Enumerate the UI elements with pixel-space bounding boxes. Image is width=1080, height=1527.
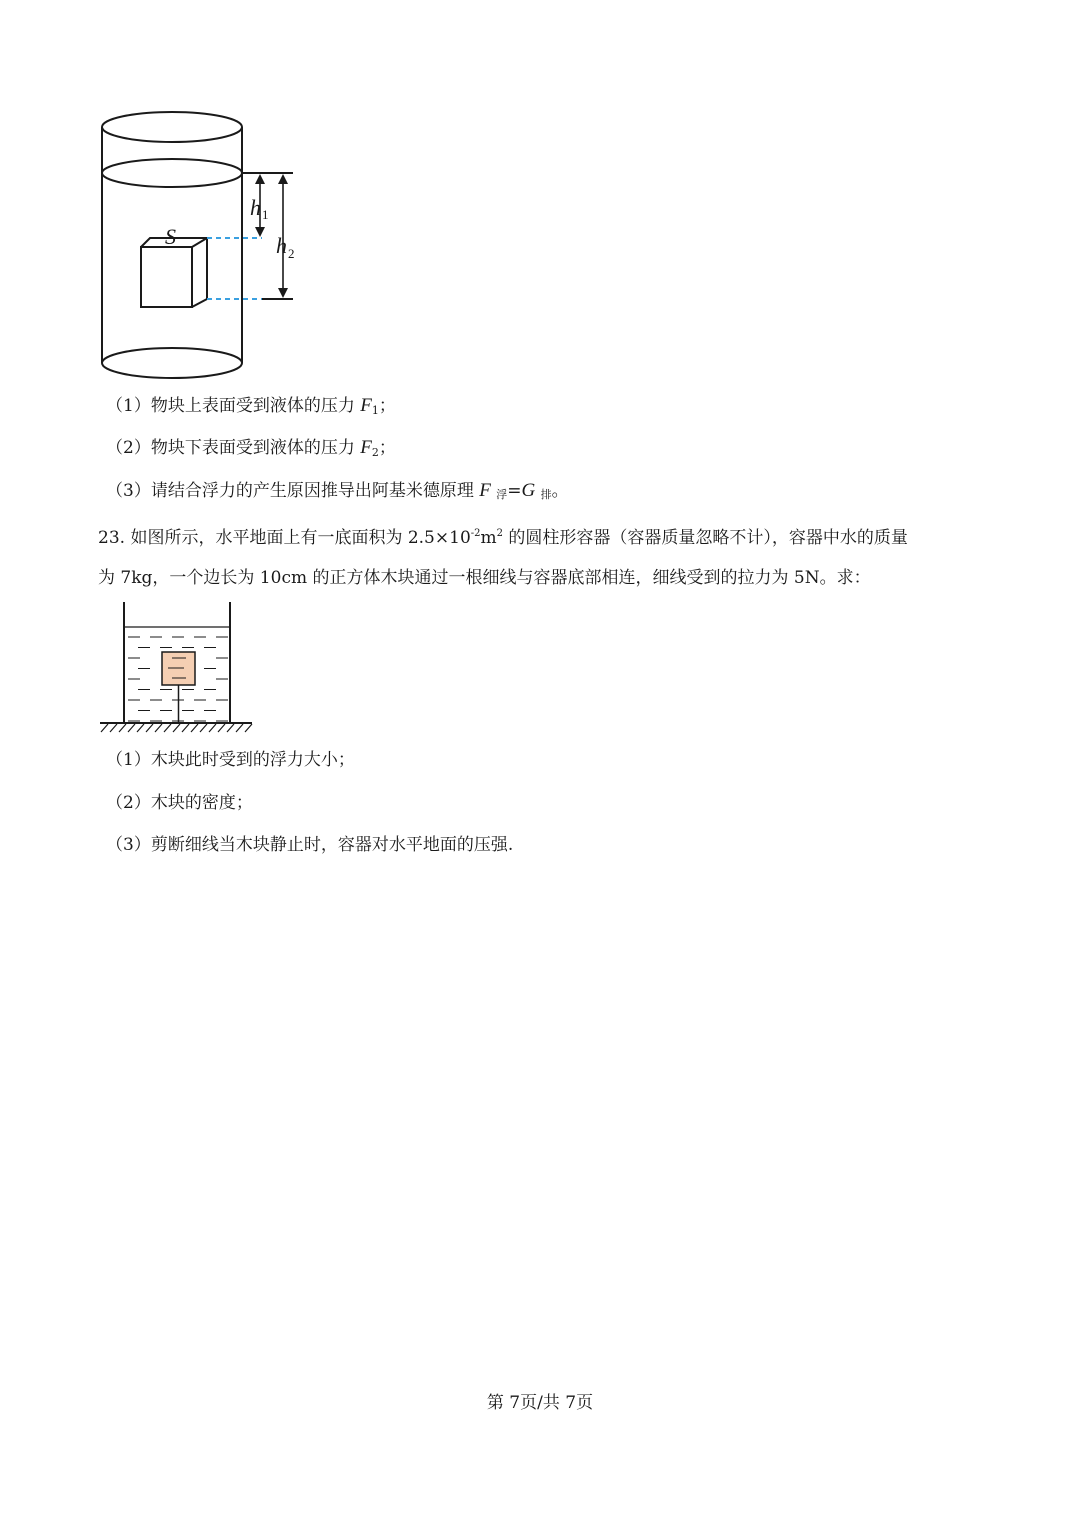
- hatch-mark: [155, 724, 162, 732]
- q23-stem-c: 的圆柱形容器（容器质量忽略不计），容器中水的质量: [503, 528, 908, 548]
- hatch-mark: [227, 724, 234, 732]
- q22-part-1-text: （1）物块上表面受到液体的压力: [106, 396, 361, 416]
- hatch-mark: [245, 724, 252, 732]
- q22-part-3-text: （3）请结合浮力的产生原因推导出阿基米德原理: [106, 481, 480, 501]
- q22-part-3-small-b: 排: [540, 488, 552, 501]
- q22-part-2: [106, 436, 396, 465]
- q22-part-2-var: F: [360, 437, 372, 458]
- q23-exponent: -2: [470, 528, 481, 539]
- hatch-mark: [137, 724, 144, 732]
- q22-part-1-suffix: ；: [378, 396, 396, 416]
- container-block-figure: [98, 600, 258, 736]
- q23-part-2: （2）木块的密度；: [106, 793, 253, 813]
- hatch-mark: [128, 724, 135, 732]
- q22-part-2-suffix: ；: [378, 438, 396, 458]
- q22-part-3-var-b: G: [521, 480, 536, 501]
- q22-part-3-eq: =: [507, 481, 522, 501]
- hatch-mark: [209, 724, 216, 732]
- hatch-mark: [236, 724, 243, 732]
- cylinder-bottom: [102, 348, 242, 378]
- q22-part-2-text: （2）物块下表面受到液体的压力: [106, 438, 361, 458]
- q23-unit-exponent: 2: [496, 528, 504, 539]
- q22-part-1: [106, 394, 396, 423]
- q23-stem-a: 23. 如图所示，水平地面上有一底面积为 2.5×10: [98, 528, 471, 548]
- q22-part-1-sub: 1: [371, 404, 379, 417]
- hatch-mark: [101, 724, 108, 732]
- h1-label: h: [250, 195, 261, 220]
- surface-label: S: [165, 224, 176, 249]
- q23-stem-line-2: 为 7kg，一个边长为 10cm 的正方体木块通过一根细线与容器底部相连，细线受到的拉力为 5N。求：: [98, 568, 871, 588]
- liquid-surface: [102, 159, 242, 187]
- q23-part-3: （3）剪断细线当木块静止时，容器对水平地面的压强.: [106, 835, 514, 855]
- h1-subscript: 1: [262, 207, 269, 222]
- q22-part-3-suffix: 。: [551, 481, 569, 501]
- h2-label: h: [276, 233, 287, 258]
- hatch-mark: [173, 724, 180, 732]
- hatch-mark: [110, 724, 117, 732]
- q22-part-3-var-a: F: [479, 480, 491, 501]
- hatch-mark: [200, 724, 207, 732]
- hatch-mark: [119, 724, 126, 732]
- hatch-mark: [218, 724, 225, 732]
- q22-part-3-small-a: 浮: [496, 488, 508, 501]
- hatch-mark: [182, 724, 189, 732]
- q22-part-3: [106, 479, 569, 507]
- cylinder-cube-figure: [90, 100, 320, 390]
- q22-part-1-var: F: [360, 395, 372, 416]
- ground-hatching: [101, 724, 252, 732]
- hatch-mark: [146, 724, 153, 732]
- q23-stem-line-1: [98, 522, 908, 550]
- hatch-mark: [191, 724, 198, 732]
- page-footer: 第 7页/共 7页: [486, 1393, 594, 1413]
- hatch-mark: [164, 724, 171, 732]
- h2-subscript: 2: [288, 246, 295, 261]
- q22-part-2-sub: 2: [371, 446, 379, 459]
- q23-part-1: （1）木块此时受到的浮力大小；: [106, 750, 355, 770]
- q23-unit: m: [480, 528, 497, 548]
- cylinder-top-rim: [102, 112, 242, 142]
